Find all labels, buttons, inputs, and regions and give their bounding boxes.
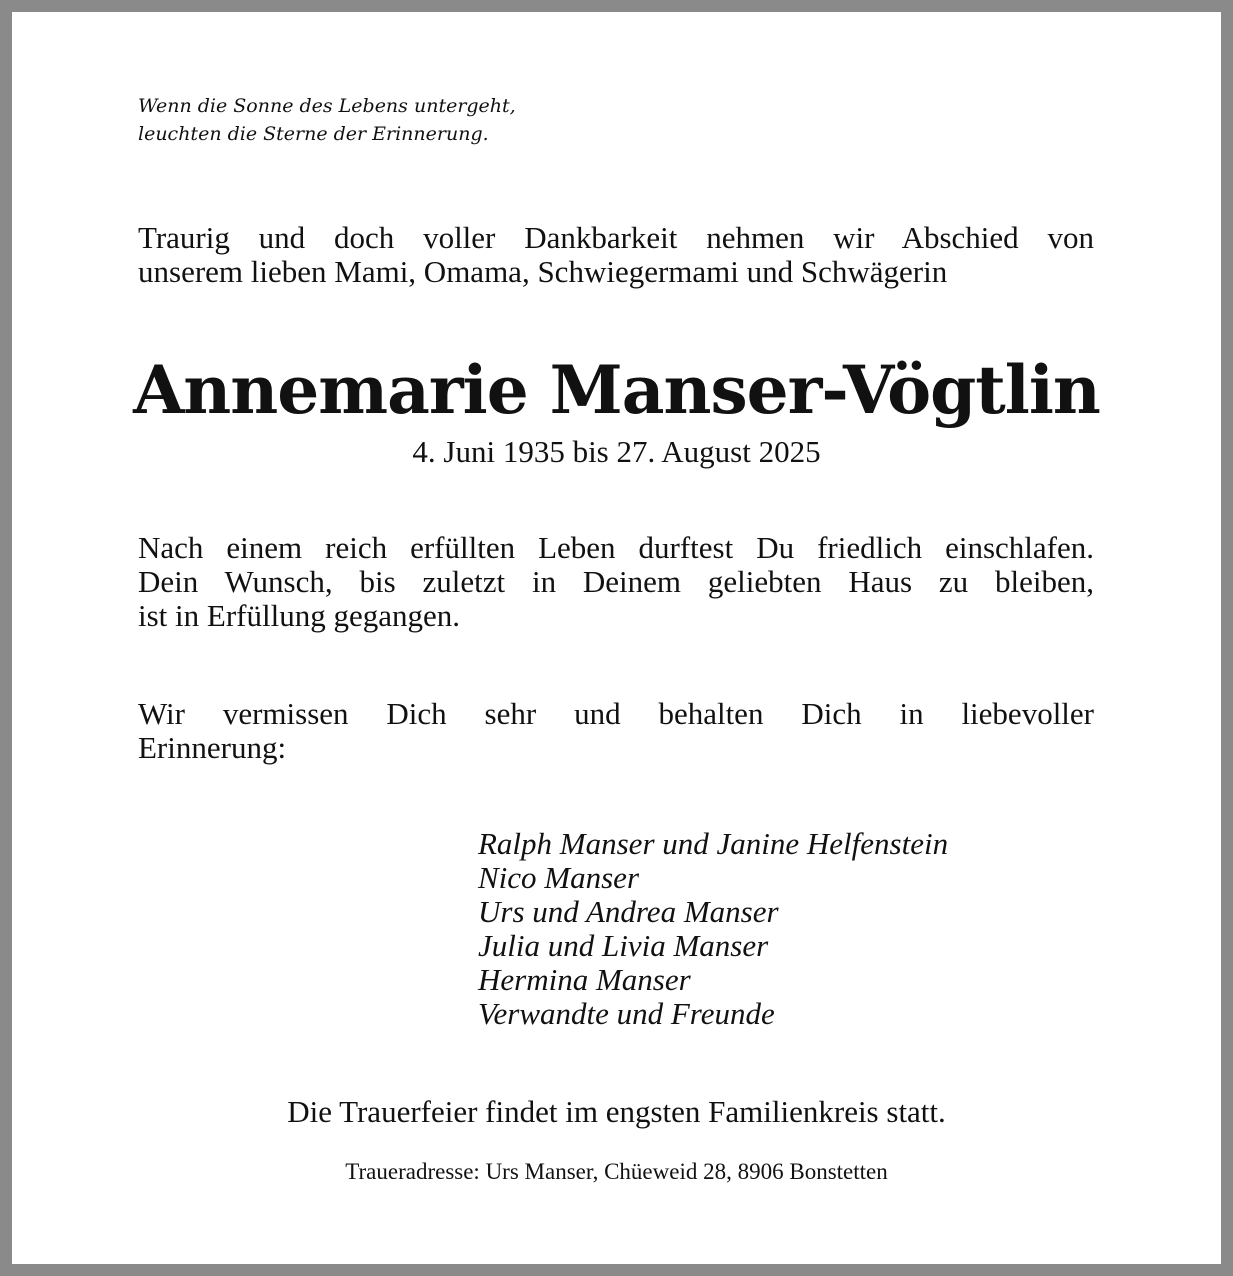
life-paragraph <box>138 531 1094 633</box>
motto-line: leuchten die Sterne der Erinnerung. <box>138 123 489 145</box>
mourner-name: Julia und Livia Manser <box>478 928 769 963</box>
mourner-name: Urs und Andrea Manser <box>478 894 779 929</box>
deceased-name: Annemarie Manser-Vögtlin <box>133 351 1100 429</box>
intro-line: unserem lieben Mami, Omama, Schwiegermami und Schwägerin <box>138 254 948 289</box>
ceremony-notice: Die Trauerfeier findet im engsten Familienkreis statt. <box>287 1094 946 1129</box>
remembrance-line: Wir vermissen Dich sehr und behalten Dich in liebevoller <box>138 696 1094 731</box>
life-line: Nach einem reich erfüllten Leben durftest Du friedlich einschlafen. <box>138 530 1094 565</box>
life-dates: 4. Juni 1935 bis 27. August 2025 <box>412 434 821 469</box>
life-line: ist in Erfüllung gegangen. <box>138 598 460 633</box>
motto-quote <box>138 92 658 148</box>
mourner-name: Verwandte und Freunde <box>478 996 775 1031</box>
mourner-name: Nico Manser <box>478 860 640 895</box>
obituary-page <box>12 12 1221 1264</box>
mourner-name: Hermina Manser <box>478 962 691 997</box>
intro-paragraph <box>138 221 1094 289</box>
motto-line: Wenn die Sonne des Lebens untergeht, <box>138 95 516 117</box>
life-line: Dein Wunsch, bis zuletzt in Deinem geliebten Haus zu bleiben, <box>138 564 1094 599</box>
mourners-list <box>478 827 1118 1031</box>
mourner-name: Ralph Manser und Janine Helfenstein <box>478 826 949 861</box>
mourning-address: Traueradresse: Urs Manser, Chüeweid 28, 8906 Bonstetten <box>345 1159 888 1184</box>
remembrance-line: Erinnerung: <box>138 730 287 765</box>
intro-line: Traurig und doch voller Dankbarkeit nehmen wir Abschied von <box>138 220 1094 255</box>
remembrance-paragraph <box>138 697 1094 765</box>
